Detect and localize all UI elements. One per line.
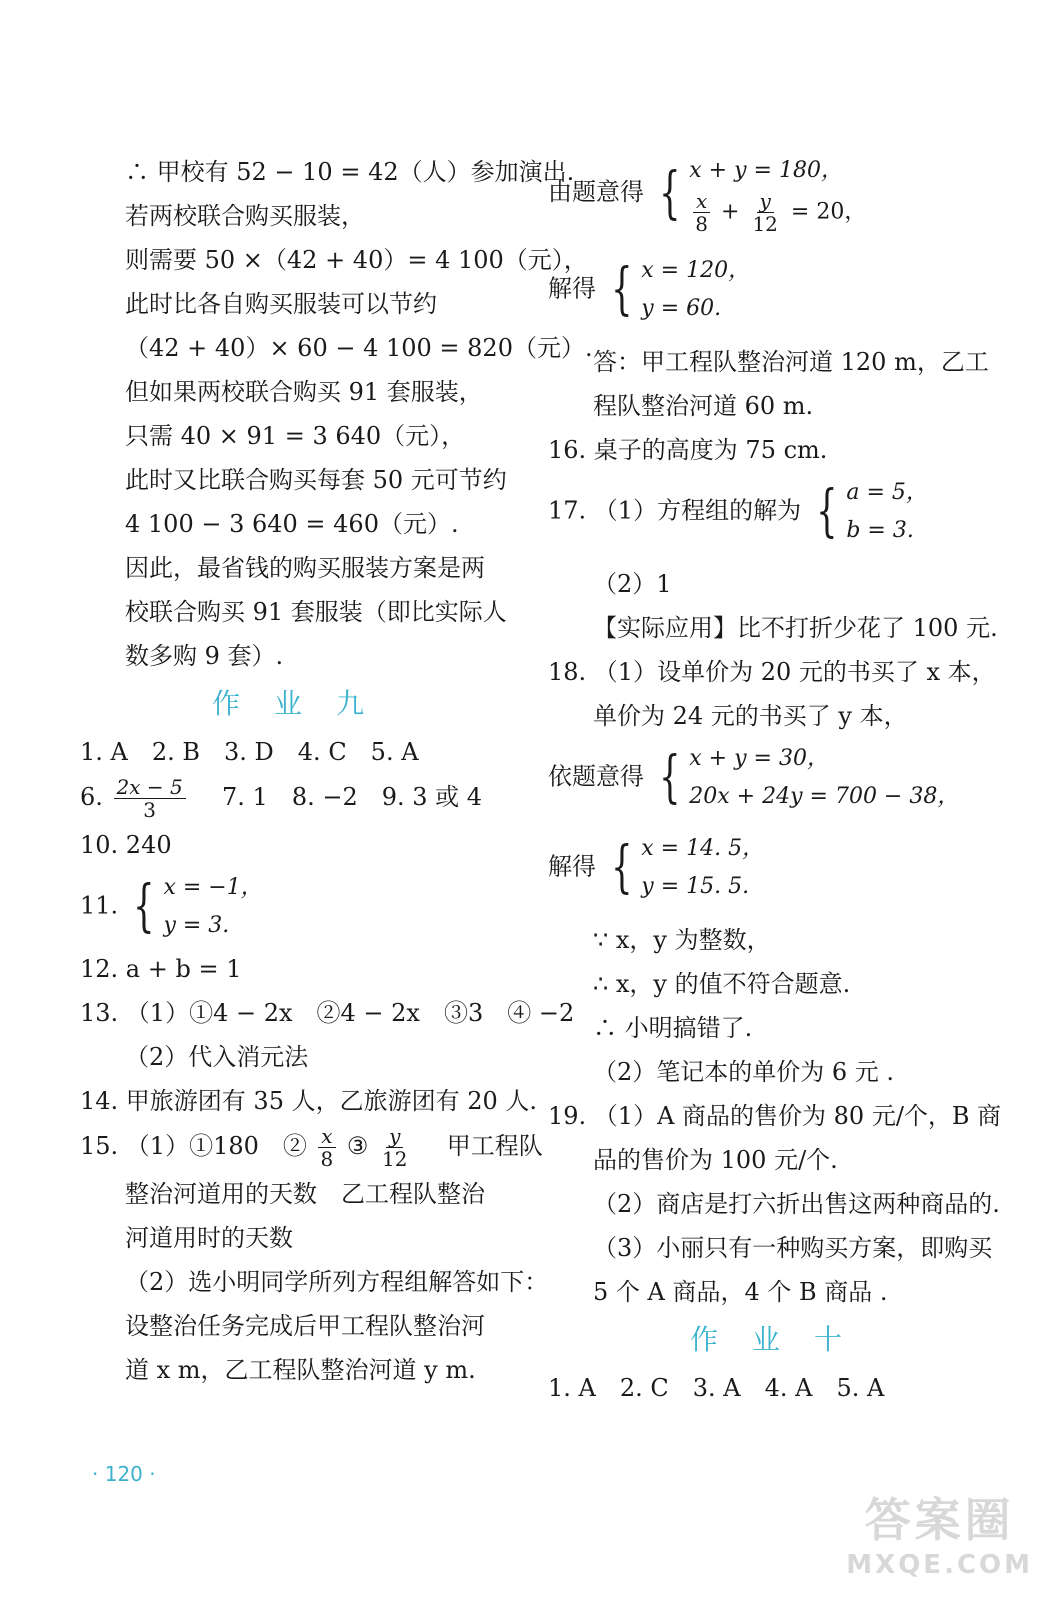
answer-15-part1: 15. （1）①180 ② (80, 1132, 307, 1160)
page-number: · 120 · (92, 1462, 156, 1486)
answer-10: 10. 240 (80, 831, 172, 859)
answer-1-5: 1. A 2. B 3. D 4. C 5. A (80, 738, 419, 766)
equation-row: x = 14. 5， (641, 836, 765, 861)
question-number: 6. (80, 783, 103, 811)
answer-12: 12. a + b = 1 (80, 955, 242, 983)
text-line: 若两校联合购买服装， (125, 202, 365, 230)
text-line: 5 个 A 商品，4 个 B 商品 . (593, 1278, 888, 1306)
text-line: ∴ x，y 的值不符合题意. (593, 970, 851, 998)
text-line: 品的售价为 100 元/个. (593, 1146, 838, 1174)
fraction-numerator: x (693, 190, 710, 213)
section-heading-9: 作业九 (211, 687, 398, 720)
text-line: 道 x m，乙工程队整治河道 y m. (125, 1356, 476, 1384)
solution-block-18 (548, 828, 1018, 918)
watermark-logo (846, 1484, 1033, 1580)
text-line: 程队整治河道 60 m. (593, 392, 814, 420)
answer-17-label: 17. （1）方程组的解为 (548, 496, 802, 525)
fraction-numerator: y (386, 1125, 403, 1148)
answer-15-tail: 甲工程队 (446, 1132, 543, 1160)
answer-17 (548, 472, 1018, 562)
text-line: （2）选小明同学所列方程组解答如下： (125, 1268, 549, 1296)
watermark-url: MXQE.COM (846, 1550, 1033, 1580)
fraction-denominator: 8 (695, 212, 709, 236)
answer-17-applied: 【实际应用】比不打折少花了 100 元. (593, 614, 998, 642)
brace-glyph: { (658, 745, 681, 810)
brace-glyph: { (132, 874, 155, 939)
section-heading-10: 作业十 (689, 1323, 876, 1356)
text-line: 但如果两校联合购买 91 套服装， (125, 378, 483, 406)
answer-11 (80, 867, 530, 947)
text-line: （2）笔记本的单价为 6 元 . (593, 1058, 895, 1086)
equation-label: 由题意得 (548, 178, 644, 206)
equation-system (652, 740, 960, 816)
equation-label: 依题意得 (548, 762, 644, 791)
answer-19: 19. （1）A 商品的售价为 80 元/个，B 商 (548, 1102, 1002, 1130)
fraction (114, 776, 186, 821)
text-line: 答：甲工程队整治河道 120 m，乙工 (593, 348, 989, 376)
brace-glyph: { (610, 835, 633, 900)
equation-row: x = 120， (641, 258, 751, 283)
equation-system (604, 830, 764, 906)
equation-block-1 (548, 150, 1018, 250)
answers-7-9: 7. 1 8. −2 9. 3 或 4 (222, 783, 483, 811)
equation-block-18 (548, 738, 1018, 828)
answer-10-1-5: 1. A 2. C 3. A 4. A 5. A (548, 1374, 885, 1402)
equation-row: 20x + 24y = 700 − 38， (689, 784, 960, 809)
fraction (692, 190, 711, 235)
answer-17-part2: （2）1 (593, 570, 672, 598)
plus-sign: + (721, 199, 740, 225)
equation-row: x + y = 30， (689, 746, 829, 771)
brace-glyph: { (815, 479, 838, 544)
solution-block-1 (548, 250, 1018, 340)
equation-row: x = −1， (163, 875, 263, 900)
equation-row: a = 5， (846, 480, 928, 505)
text-line: ∴ 甲校有 52 − 10 = 42（人）参加演出. (125, 158, 575, 186)
equation-row: y = 60. (641, 296, 722, 321)
brace-glyph: { (658, 160, 681, 226)
fraction (749, 190, 780, 235)
fraction (379, 1125, 410, 1170)
equation-system (126, 869, 263, 945)
fraction-denominator: 3 (143, 798, 157, 822)
equation-system (652, 152, 867, 235)
right-column (548, 150, 1018, 1410)
text-line: （3）小丽只有一种购买方案，即购买 (593, 1234, 993, 1262)
text-line: 则需要 50 ×（42 + 40）= 4 100（元）， (125, 246, 588, 274)
text-line: （2）商店是打六折出售这两种商品的. (593, 1190, 1000, 1218)
fraction (318, 1125, 337, 1170)
text-line: 4 100 − 3 640 = 460（元）. (125, 510, 459, 538)
text-line: 校联合购买 91 套服装（即比实际人 (125, 598, 507, 626)
equation-row: y = 15. 5. (641, 874, 750, 899)
text-line: 只需 40 × 91 = 3 640（元）， (125, 422, 466, 450)
text-line: 河道用时的天数 (125, 1224, 293, 1252)
watermark-logo-text: 答案圈 (864, 1493, 1015, 1547)
answer-13: 13. （1）①4 − 2x ②4 − 2x ③3 ④ −2 (80, 999, 575, 1027)
equals-part: = 20， (790, 199, 867, 225)
solution-label: 解得 (548, 274, 596, 303)
text-line: 此时比各自购买服装可以节约 (125, 290, 437, 318)
equation-row: b = 3. (846, 518, 914, 543)
equation-system (604, 252, 750, 328)
circled-number: ③ (346, 1132, 369, 1160)
fraction-denominator: 12 (382, 1147, 408, 1171)
text-line: 设整治任务完成后甲工程队整治河 (125, 1312, 485, 1340)
text-line: ∵ x，y 为整数， (593, 926, 771, 954)
text-line: （42 + 40）× 60 − 4 100 = 820（元）. (125, 334, 593, 362)
fraction-denominator: 8 (320, 1147, 334, 1171)
text-line: ∴ 小明搞错了. (593, 1014, 753, 1042)
fraction-numerator: x (318, 1125, 335, 1148)
text-line: 数多购 9 套）. (125, 642, 284, 670)
answer-16: 16. 桌子的高度为 75 cm. (548, 436, 828, 464)
brace-glyph: { (610, 257, 633, 322)
text-line: 此时又比联合购买每套 50 元可节约 (125, 466, 507, 494)
answer-6-9 (80, 774, 530, 823)
answer-15 (80, 1123, 543, 1172)
answer-18: 18. （1）设单价为 20 元的书买了 x 本， (548, 658, 996, 686)
answer-13-part2: （2）代入消元法 (125, 1043, 309, 1071)
question-number: 11. (80, 891, 119, 920)
text-line: 单价为 24 元的书买了 y 本， (593, 702, 908, 730)
equation-system (809, 474, 928, 550)
text-line: 因此，最省钱的购买服装方案是两 (125, 554, 485, 582)
equation-row: y = 3. (163, 913, 230, 938)
solution-label: 解得 (548, 852, 596, 881)
equation-row (689, 190, 866, 235)
fraction-denominator: 12 (752, 212, 778, 236)
answer-14: 14. 甲旅游团有 35 人，乙旅游团有 20 人. (80, 1087, 538, 1115)
equation-row: x + y = 180， (689, 158, 843, 183)
fraction-numerator: 2x − 5 (114, 776, 186, 799)
fraction-numerator: y (757, 190, 774, 213)
text-line: 整治河道用的天数 乙工程队整治 (125, 1180, 485, 1208)
